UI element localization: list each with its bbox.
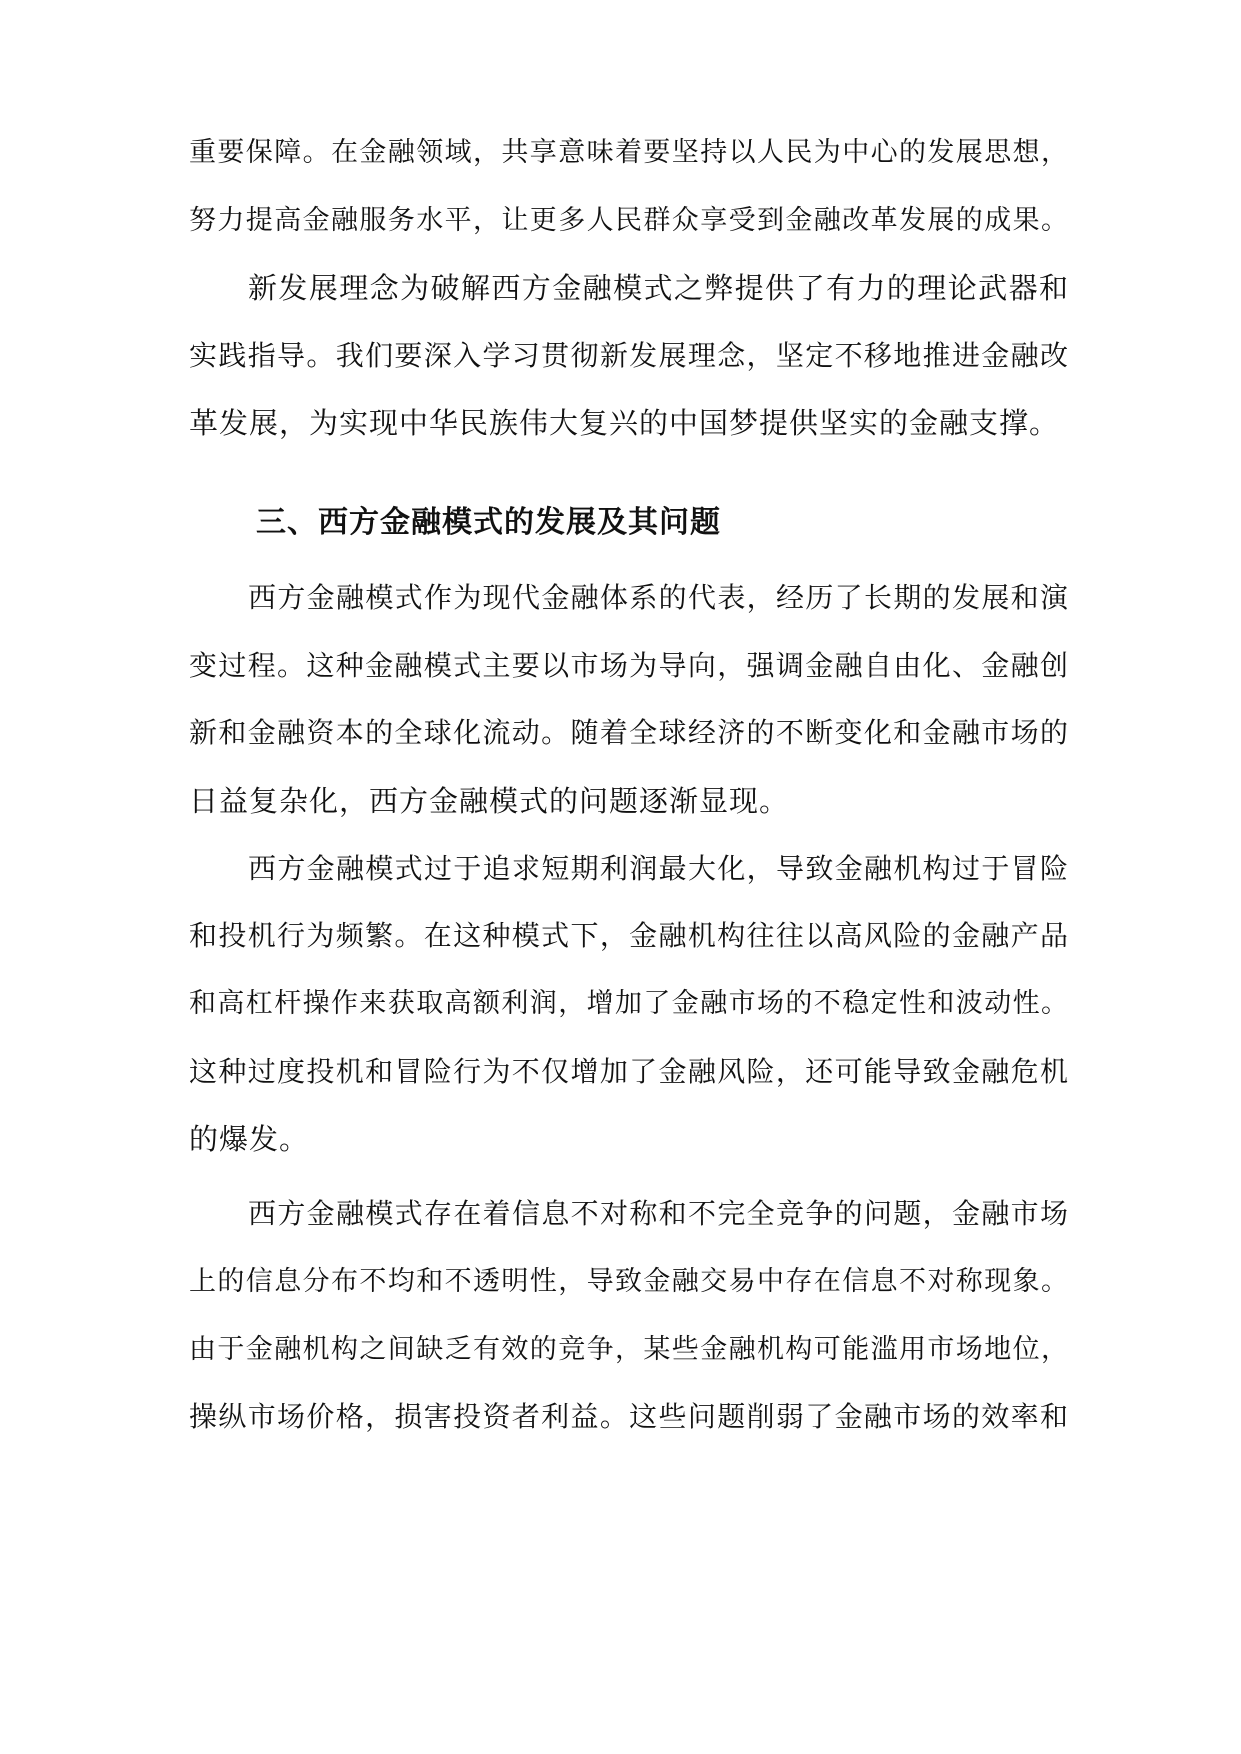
paragraph-line: 努力提高金融服务水平，让更多人民群众享受到金融改革发展的成果。 [189, 205, 1069, 236]
paragraph-line: 日益复杂化，西方金融模式的问题逐渐显现。 [189, 784, 790, 818]
paragraph-first-line: 西方金融模式作为现代金融体系的代表，经历了长期的发展和演 [248, 581, 1069, 614]
paragraph-line: 这种过度投机和冒险行为不仅增加了金融风险，还可能导致金融危机 [189, 1055, 1069, 1088]
section-heading: 三、西方金融模式的发展及其问题 [256, 505, 721, 540]
paragraph-line: 上的信息分布不均和不透明性，导致金融交易中存在信息不对称现象。 [189, 1266, 1069, 1297]
paragraph-line: 革发展，为实现中华民族伟大复兴的中国梦提供坚实的金融支撑。 [189, 406, 1060, 440]
paragraph-line: 由于金融机构之间缺乏有效的竞争，某些金融机构可能滥用市场地位， [189, 1334, 1069, 1365]
paragraph-first-line: 西方金融模式过于追求短期利润最大化，导致金融机构过于冒险 [248, 852, 1069, 885]
paragraph-first-line: 西方金融模式存在着信息不对称和不完全竞争的问题，金融市场 [248, 1197, 1069, 1230]
paragraph-line: 和投机行为频繁。在这种模式下，金融机构往往以高风险的金融产品 [189, 919, 1069, 952]
paragraph-line: 和高杠杆操作来获取高额利润，增加了金融市场的不稳定性和波动性。 [189, 988, 1069, 1019]
paragraph-line: 的爆发。 [189, 1122, 310, 1156]
paragraph-first-line: 新发展理念为破解西方金融模式之弊提供了有力的理论武器和 [248, 271, 1069, 305]
paragraph-line: 操纵市场价格，损害投资者利益。这些问题削弱了金融市场的效率和 [189, 1400, 1069, 1433]
paragraph-line: 实践指导。我们要深入学习贯彻新发展理念，坚定不移地推进金融改 [189, 339, 1069, 372]
paragraph-line: 新和金融资本的全球化流动。随着全球经济的不断变化和金融市场的 [189, 716, 1069, 749]
paragraph-line: 变过程。这种金融模式主要以市场为导向，强调金融自由化、金融创 [189, 649, 1069, 682]
paragraph-line: 重要保障。在金融领域，共享意味着要坚持以人民为中心的发展思想， [189, 137, 1069, 168]
